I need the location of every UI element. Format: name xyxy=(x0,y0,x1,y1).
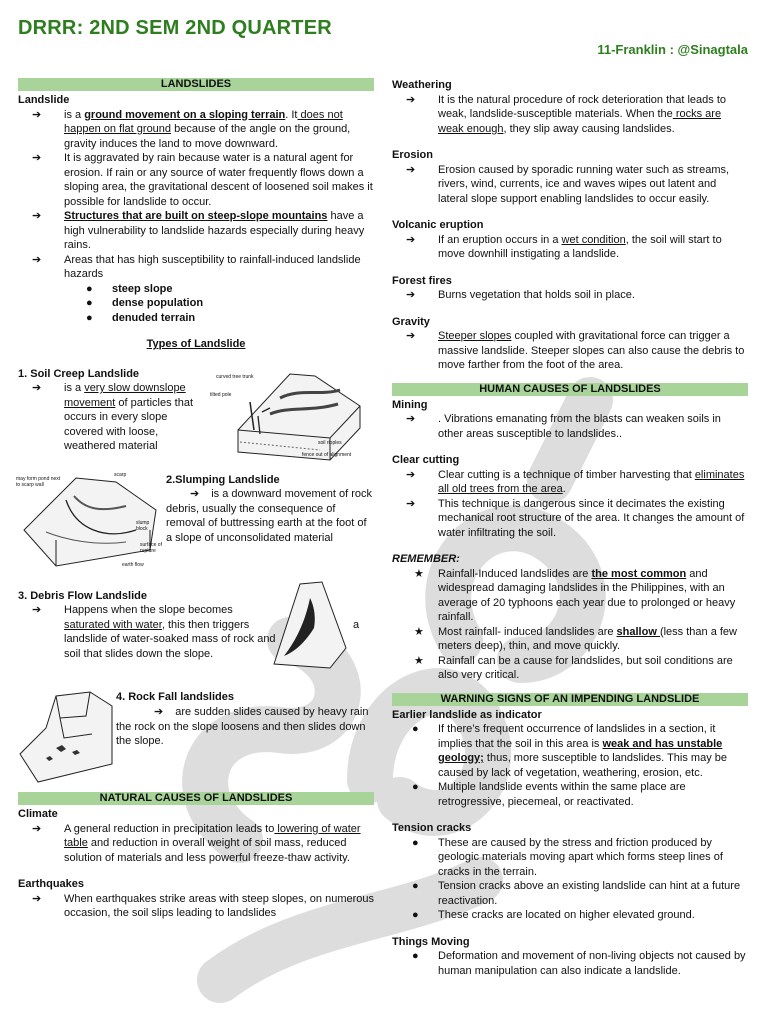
list-item: ➔ A general reduction in precipitation leads to lowering of water table and reduction in overall weight of soil mass, reduced solution of materials and less powerful freeze-thaw activity. xyxy=(32,822,361,864)
list-item: ● Multiple landslide events within the same place are retrogressive, piecemeal, or reactivated. xyxy=(392,780,748,809)
list-item: ➔ When earthquakes strike areas with steep slopes, on numerous occasion, the soil slips leading to landslides xyxy=(32,892,374,919)
list-item: ➔ Clear cutting is a technique of timber harvesting that eliminates all old trees from the area. xyxy=(406,468,745,495)
list-item: ● Deformation and movement of non-living objects not caused by human manipulation can also indicate a landslide. xyxy=(392,949,748,978)
bullet-icon: ● xyxy=(86,297,93,309)
factor-item: ● dense population xyxy=(86,297,204,309)
arrow-icon: ➔ xyxy=(190,488,200,500)
arrow-icon: ➔ xyxy=(406,289,416,301)
mining-heading: Mining xyxy=(392,398,428,411)
weathering-heading: Weathering xyxy=(392,79,452,91)
arrow-icon: ➔ xyxy=(32,108,42,121)
figure-label: curved tree trunk xyxy=(216,374,254,380)
arrow-icon: ➔ xyxy=(406,330,416,342)
erosion-heading: Erosion xyxy=(392,149,433,161)
climate-heading: Climate xyxy=(18,808,58,820)
arrow-icon: ➔ xyxy=(32,152,42,164)
list-item: ➔ Erosion caused by sporadic running water such as streams, rivers, wind, currents, ice and waves wipes out latent and lateral slope support enabling landslides to occur easily. xyxy=(406,163,730,205)
factor-item: ● denuded terrain xyxy=(86,311,196,324)
arrow-icon: ➔ xyxy=(32,382,42,394)
arrow-icon: ➔ xyxy=(32,253,42,266)
list-item: ● Tension cracks above an existing landslide can hint at a future reactivation. xyxy=(392,879,748,908)
arrow-icon: ➔ xyxy=(406,497,416,510)
list-item: ★ Rainfall can be a cause for landslides, but soil conditions are also very critical. xyxy=(392,654,748,683)
arrow-icon: ➔ xyxy=(32,892,42,905)
bullet-icon: ● xyxy=(412,836,419,849)
list-item: ➔ If an eruption occurs in a wet condition, the soil will start to move downhill instigating a landslide. xyxy=(406,233,722,260)
list-item: ● If there’s frequent occurrence of landslides in a section, it implies that the soil in this area is weak and has unstable geology; thus, more susceptible to landslides. This may be caused by lack of vegetation, weathering, erosion, etc. xyxy=(392,722,748,780)
right-column xyxy=(392,78,748,978)
list-item: ● These cracks are located on higher elevated ground. xyxy=(392,908,748,923)
bullet-icon: ● xyxy=(412,950,419,962)
list-item: ➔ Burns vegetation that holds soil in place. xyxy=(406,289,635,301)
slumping-text: ➔ is a downward movement of rock debris, usually the consequence of removal of buttressing earth at the foot of a slope of unconsolidated material xyxy=(166,488,373,544)
soil-creep-heading: 1. Soil Creep Landslide xyxy=(18,368,140,380)
author-label: 11-Franklin : @Sinagtala xyxy=(597,42,748,57)
arrow-icon: ➔ xyxy=(32,822,42,835)
debris-flow-heading: 3. Debris Flow Landslide xyxy=(18,590,147,602)
slumping-figure xyxy=(16,470,166,570)
list-item: ➔ It is aggravated by rain because water is a natural agent for erosion. If rain or any source of water frequently flows down a sloping area, the gravitational descent of loosened soil makes it possible for landslide to occur. xyxy=(32,152,373,208)
list-item: ★ Most rainfall- induced landslides are shallow (less than a few meters deep), thin, and move quickly. xyxy=(392,625,748,654)
star-icon: ★ xyxy=(414,654,424,667)
list-item: ➔ Steeper slopes coupled with gravitational force can trigger a massive landslide. Steeper slopes can also cause the debris to move farther from the foot of the area. xyxy=(406,330,745,371)
remember-heading: REMEMBER: xyxy=(392,553,460,565)
arrow-icon: ➔ xyxy=(32,604,42,616)
things-moving-heading: Things Moving xyxy=(392,935,470,948)
list-item: ➔ is a very slow downslope movement of particles that occurs in every slope covered with loose, weathered material xyxy=(32,382,194,452)
page-title: DRRR: 2ND SEM 2ND QUARTER xyxy=(18,17,332,39)
soil-creep-figure xyxy=(210,368,370,464)
bullet-icon: ● xyxy=(86,282,93,295)
arrow-icon: ➔ xyxy=(406,468,416,481)
arrow-icon: ➔ xyxy=(406,413,416,425)
warning-signs-band: WARNING SIGNS OF AN IMPENDING LANDSLIDE xyxy=(392,693,748,706)
rock-fall-text: ➔ are sudden slides caused by heavy rain the rock on the slope loosens and then slides down the slope. xyxy=(116,706,369,747)
factor-item: ● steep slope xyxy=(86,282,173,295)
bullet-icon: ● xyxy=(412,880,419,892)
list-item: ➔ This technique is dangerous since it decimates the existing mechanical root structure of the area. It changes the amount of water infiltrating the soil. xyxy=(406,497,745,539)
types-heading: Types of Landslide xyxy=(146,338,246,350)
list-item: ➔ Happens when the slope becomes saturated with water, this then triggers landslide of water-soaked mass of rock and soil that slides down the slope. xyxy=(32,604,276,660)
rock-fall-figure xyxy=(16,688,116,784)
natural-causes-section xyxy=(18,792,374,921)
figure-label: tilted pole xyxy=(210,392,232,398)
bullet-icon: ● xyxy=(412,781,419,793)
natural-causes-band: NATURAL CAUSES OF LANDSLIDES xyxy=(18,792,374,805)
list-item: ➔ is a ground movement on a sloping terrain. It does not happen on flat ground because of the angle on the ground, gravity induces the land to move downward. xyxy=(32,108,351,150)
earlier-landslide-heading: Earlier landslide as indicator xyxy=(392,708,542,721)
figure-label: scarp xyxy=(114,472,127,478)
debris-flow-letter: a xyxy=(353,619,360,631)
figure-label: soil ripples xyxy=(318,440,342,446)
slumping-heading: 2.Slumping Landslide xyxy=(166,474,280,486)
figure-label: may form pond next to scarp wall xyxy=(16,476,61,488)
bullet-icon: ● xyxy=(412,723,419,735)
list-item: ➔ . Vibrations emanating from the blasts can weaken soils in other areas susceptible to landslides.. xyxy=(406,413,721,440)
list-item: ● These are caused by the stress and friction produced by geologic materials moving apart which forms steep lines of cracks in the terrain. xyxy=(392,836,748,880)
arrow-icon: ➔ xyxy=(406,233,416,246)
arrow-icon: ➔ xyxy=(32,210,42,222)
arrow-icon: ➔ xyxy=(406,93,416,106)
clear-cutting-heading: Clear cutting xyxy=(392,454,460,466)
bullet-icon: ● xyxy=(412,909,419,921)
forest-fires-heading: Forest fires xyxy=(392,274,452,287)
human-causes-band: HUMAN CAUSES OF LANDSLIDES xyxy=(392,383,748,396)
rock-fall-heading: 4. Rock Fall landslides xyxy=(116,691,234,703)
volcanic-heading: Volcanic eruption xyxy=(392,219,484,231)
figure-label: fence out of alignment xyxy=(302,452,352,458)
landslides-band: LANDSLIDES xyxy=(18,78,374,91)
star-icon: ★ xyxy=(414,567,424,580)
figure-label: slump block xyxy=(136,520,150,532)
debris-flow-figure xyxy=(270,578,350,670)
tension-cracks-heading: Tension cracks xyxy=(392,822,472,834)
list-item: ➔ Structures that are built on steep-slope mountains have a high vulnerability to landslide hazards especially during heavy rains. xyxy=(32,210,365,251)
bullet-icon: ● xyxy=(86,311,93,324)
arrow-icon: ➔ xyxy=(154,706,164,718)
figure-label: surface of rupture xyxy=(140,542,162,554)
list-item: ➔ It is the natural procedure of rock deterioration that leads to weak, landslide-susceptible materials. When the rocks are weak enough, they slip away causing landslides. xyxy=(406,93,726,135)
list-item: ★ Rainfall-Induced landslides are the most common and widespread damaging landslides in the Philippines, with an average of 20 typhoons each year due to prolonged or heavy rainfall. xyxy=(392,567,748,625)
figure-label: earth flow xyxy=(122,562,144,568)
list-item: ➔ Areas that has high susceptibility to rainfall-induced landslide hazards xyxy=(32,253,361,280)
star-icon: ★ xyxy=(414,625,424,638)
arrow-icon: ➔ xyxy=(406,163,416,176)
landslide-heading: Landslide xyxy=(18,94,70,106)
earthquakes-heading: Earthquakes xyxy=(18,878,85,890)
left-column xyxy=(18,78,374,360)
gravity-heading: Gravity xyxy=(392,315,430,328)
